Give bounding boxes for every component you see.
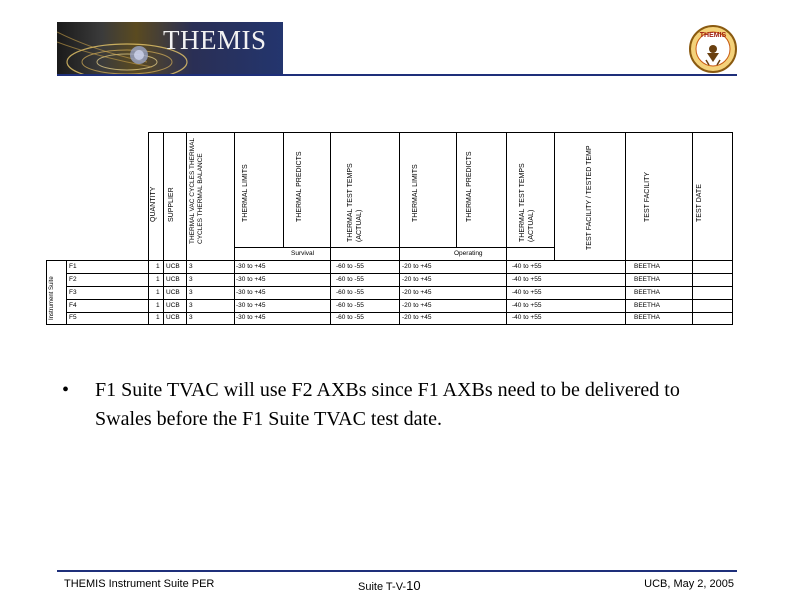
col-header-survival-limits: THERMAL LIMITS: [242, 164, 249, 222]
cell-t6: -40 to +55: [512, 263, 542, 270]
col-header-operating-test-temps: THERMAL TEST TEMPS (ACTUAL): [519, 163, 535, 242]
footer-page-prefix: Suite T-V-: [358, 581, 407, 593]
cell-supplier: UCB: [166, 289, 180, 296]
footer-left: THEMIS Instrument Suite PER: [64, 578, 215, 590]
cell-supplier: UCB: [166, 263, 180, 270]
col-header-quantity: QUANTITY: [150, 186, 157, 222]
cell-t1: -30 to +45: [236, 263, 266, 270]
cell-id: F1: [69, 263, 77, 270]
cell-facility: BEETHA: [634, 276, 661, 283]
footer-page-num: 10: [406, 578, 421, 593]
cell-cycles: 3: [189, 302, 193, 309]
cell-t1: -30 to +45: [236, 289, 266, 296]
cell-qty: 1: [156, 314, 160, 321]
cell-cycles: 3: [189, 314, 193, 321]
col-header-survival-test-temps: THERMAL TEST TEMPS (ACTUAL): [347, 163, 363, 242]
cell-cycles: 3: [189, 263, 193, 270]
cell-t6: -40 to +55: [512, 289, 542, 296]
cell-t6: -40 to +55: [512, 314, 542, 321]
cell-t3: -60 to -55: [336, 263, 364, 270]
footer-rule: [57, 570, 737, 572]
cell-t4: -20 to +45: [402, 302, 432, 309]
col-header-operating-limits: THERMAL LIMITS: [412, 164, 419, 222]
patch-text: THEMIS: [699, 32, 727, 39]
cell-id: F3: [69, 289, 77, 296]
row-group-label: Instrument Suite: [49, 276, 55, 320]
col-header-supplier: SUPPLIER: [168, 187, 175, 222]
cell-t4: -20 to +45: [402, 263, 432, 270]
logo-title: THEMIS: [163, 25, 267, 55]
cell-supplier: UCB: [166, 276, 180, 283]
cell-qty: 1: [156, 276, 160, 283]
col-header-operating-predicts: THERMAL PREDICTS: [466, 151, 473, 222]
cell-cycles: 3: [189, 276, 193, 283]
cell-t4: -20 to +45: [402, 289, 432, 296]
themis-banner-logo: [57, 22, 283, 74]
cell-t1: -30 to +45: [236, 314, 266, 321]
col-header-test-facility: TEST FACILITY: [644, 171, 651, 222]
mission-patch-icon: [688, 24, 738, 74]
cell-t3: -60 to -55: [336, 302, 364, 309]
col-header-test-date: TEST DATE: [696, 184, 703, 222]
cell-t3: -60 to -55: [336, 289, 364, 296]
cell-t6: -40 to +55: [512, 276, 542, 283]
cell-t4: -20 to +45: [402, 314, 432, 321]
col-header-survival-predicts: THERMAL PREDICTS: [296, 151, 303, 222]
cell-qty: 1: [156, 263, 160, 270]
cell-t3: -60 to -55: [336, 314, 364, 321]
header-rule: [57, 74, 737, 76]
col-header-cycles: THERMAL VAC CYCLES THERMAL CYCLES THERMAL BALANCE: [189, 138, 204, 244]
cell-supplier: UCB: [166, 302, 180, 309]
cell-id: F5: [69, 314, 77, 321]
cell-facility: BEETHA: [634, 314, 661, 321]
cell-qty: 1: [156, 302, 160, 309]
cell-t6: -40 to +55: [512, 302, 542, 309]
bullet-icon: •: [62, 379, 70, 401]
bullet-text: F1 Suite TVAC will use F2 AXBs since F1 AXBs need to be delivered to Swales before the F1 Suite TVAC test date.: [95, 379, 680, 430]
cell-t1: -30 to +45: [236, 302, 266, 309]
footer-page-number: [358, 578, 421, 593]
cell-qty: 1: [156, 289, 160, 296]
cell-facility: BEETHA: [634, 302, 661, 309]
cell-facility: BEETHA: [634, 263, 661, 270]
cell-supplier: UCB: [166, 314, 180, 321]
cell-facility: BEETHA: [634, 289, 661, 296]
cell-t3: -60 to -55: [336, 276, 364, 283]
footer-right: UCB, May 2, 2005: [644, 578, 734, 590]
col-header-tested-temp: TEST FACILITY / TESTED TEMP: [586, 145, 593, 250]
cell-cycles: 3: [189, 289, 193, 296]
cell-t4: -20 to +45: [402, 276, 432, 283]
cell-t1: -30 to +45: [236, 276, 266, 283]
group-label-survival: Survival: [291, 250, 315, 257]
cell-id: F2: [69, 276, 77, 283]
cell-id: F4: [69, 302, 77, 309]
group-label-operating: Operating: [454, 250, 483, 257]
